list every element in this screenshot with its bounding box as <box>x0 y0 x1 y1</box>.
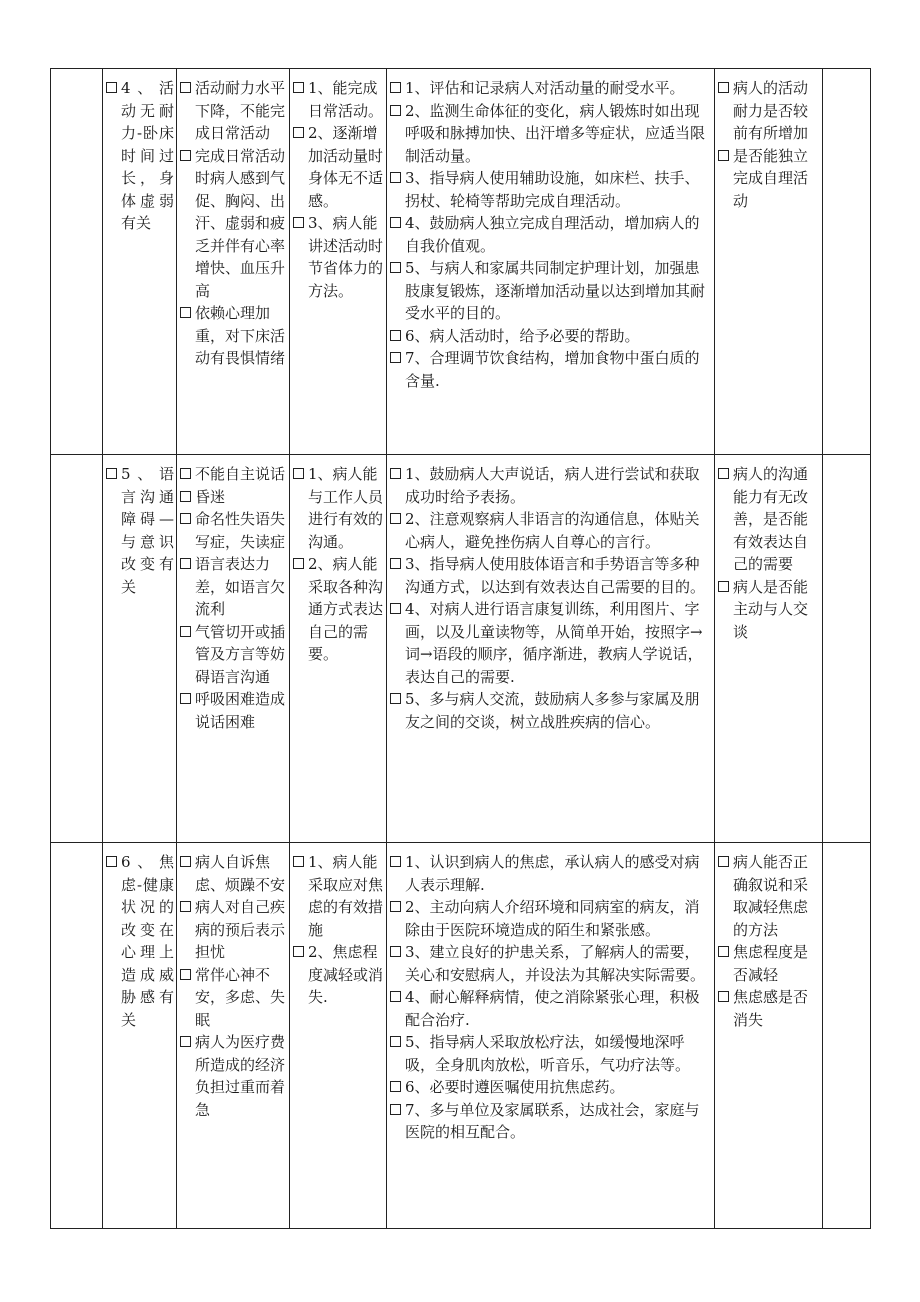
measures-item <box>389 1099 712 1144</box>
evaluation-item <box>717 77 820 145</box>
checkbox-icon <box>106 82 117 93</box>
blank-cell <box>823 69 871 455</box>
blank-cell <box>51 843 103 1229</box>
evidence-item <box>179 621 287 689</box>
table-row <box>51 455 871 843</box>
checkbox-icon <box>180 626 191 637</box>
measures-item <box>389 167 712 212</box>
checkbox-icon <box>390 991 401 1002</box>
measures-text: 5、多与病人交流，鼓励病人多参与家属及朋友之间的交谈，树立战胜疾病的信心。 <box>405 690 700 731</box>
evaluation-item <box>717 145 820 213</box>
measures-item <box>389 508 712 553</box>
goals-item <box>292 463 384 553</box>
evaluation-cell <box>715 843 823 1229</box>
measures-text: 7、合理调节饮食结构，增加食物中蛋白质的含量. <box>405 349 700 390</box>
measures-item <box>389 851 712 896</box>
evidence-item <box>179 302 287 370</box>
evidence-text: 昏迷 <box>195 487 226 506</box>
checkbox-icon <box>293 217 304 228</box>
checkbox-icon <box>390 946 401 957</box>
measures-text: 3、指导病人使用肢体语言和手势语言等多种沟通方式，以达到有效表达自己需要的目的。 <box>405 555 706 596</box>
measures-text: 4、耐心解释病情，使之消除紧张心理，积极配合治疗. <box>405 988 700 1029</box>
diagnosis-cell <box>103 843 177 1229</box>
evaluation-text: 焦虑程度是否减轻 <box>733 943 809 984</box>
goals-text: 2、焦虑程度减轻或消失. <box>308 943 384 1006</box>
goals-text: 1、病人能与工作人员进行有效的沟通。 <box>308 465 384 551</box>
diagnosis-item <box>105 463 174 598</box>
checkbox-icon <box>390 901 401 912</box>
evidence-item <box>179 851 287 896</box>
checkbox-icon <box>718 82 729 93</box>
checkbox-icon <box>293 558 304 569</box>
measures-text: 6、病人活动时，给予必要的帮助。 <box>405 326 640 345</box>
measures-text: 3、指导病人使用辅助设施，如床栏、扶手、拐杖、轮椅等帮助完成自理活动。 <box>405 169 700 210</box>
goals-item <box>292 77 384 122</box>
checkbox-icon <box>718 946 729 957</box>
evaluation-text: 病人是否能主动与人交谈 <box>733 577 809 641</box>
checkbox-icon <box>180 307 191 318</box>
evidence-cell <box>177 69 290 455</box>
evidence-cell <box>177 455 290 843</box>
measures-item <box>389 598 712 688</box>
checkbox-icon <box>390 172 401 183</box>
evidence-item <box>179 463 287 486</box>
evaluation-item <box>717 576 820 644</box>
measures-text: 2、监测生命体征的变化，病人锻炼时如出现呼吸和脉搏加快、出汗增多等症状，应适当限制活动量。 <box>405 101 706 165</box>
measures-text: 1、评估和记录病人对活动量的耐受水平。 <box>405 79 685 97</box>
checkbox-icon <box>180 468 191 479</box>
table-row <box>51 69 871 455</box>
measures-text: 5、与病人和家属共同制定护理计划，加强患肢康复锻炼，逐渐增加活动量以达到增加其耐受水平的目的。 <box>405 259 706 322</box>
checkbox-icon <box>180 491 191 502</box>
checkbox-icon <box>390 468 401 479</box>
evidence-item <box>179 964 287 1032</box>
goals-item <box>292 212 384 302</box>
measures-text: 4、鼓励病人独立完成自理活动，增加病人的自我价值观。 <box>405 214 700 255</box>
evidence-cell <box>177 843 290 1229</box>
goals-item <box>292 851 384 941</box>
measure-cell <box>387 843 715 1229</box>
checkbox-icon <box>390 856 401 867</box>
checkbox-icon <box>718 468 729 479</box>
goals-text: 1、病人能采取应对焦虑的有效措施 <box>308 853 384 939</box>
goals-text: 1、能完成日常活动。 <box>308 79 384 120</box>
checkbox-icon <box>390 1104 401 1115</box>
measures-item <box>389 257 712 325</box>
checkbox-icon <box>390 1036 401 1047</box>
evidence-text: 不能自主说话 <box>195 465 286 483</box>
evidence-item <box>179 688 287 733</box>
measures-item <box>389 77 712 100</box>
goals-item <box>292 553 384 666</box>
evidence-text: 语言表达力差，如语言欠流利 <box>195 555 286 618</box>
evidence-item <box>179 77 287 145</box>
checkbox-icon <box>180 856 191 867</box>
evidence-item <box>179 508 287 553</box>
blank-cell <box>823 455 871 843</box>
evidence-text: 病人自诉焦虑、烦躁不安 <box>195 853 286 894</box>
checkbox-icon <box>718 856 729 867</box>
evidence-text: 常伴心神不安，多虑、失眠 <box>195 965 286 1029</box>
checkbox-icon <box>106 468 117 479</box>
measures-text: 7、多与单位及家属联系，达成社会，家庭与医院的相互配合。 <box>405 1100 700 1141</box>
measures-text: 4、对病人进行语言康复训练，利用图片、字画，以及儿童读物等，从简单开始，按照字→词→语段的顺序，循序渐进，教病人学说话，表达自己的需要. <box>405 600 703 686</box>
checkbox-icon <box>390 82 401 93</box>
checkbox-icon <box>293 82 304 93</box>
measures-item <box>389 941 712 986</box>
goals-text: 3、病人能讲述活动时节省体力的方法。 <box>308 214 384 300</box>
evidence-item <box>179 1031 287 1121</box>
diagnosis-text: 6、焦虑-健康状况的改变在心理上造成威胁感有关 <box>121 853 174 1029</box>
checkbox-icon <box>180 82 191 93</box>
evidence-text: 活动耐力水平下降，不能完成日常活动 <box>195 79 286 142</box>
measures-text: 2、主动向病人介绍环境和同病室的病友，消除由于医院环境造成的陌生和紧张感。 <box>405 898 700 939</box>
checkbox-icon <box>180 969 191 980</box>
goal-cell <box>290 69 387 455</box>
checkbox-icon <box>718 991 729 1002</box>
checkbox-icon <box>180 901 191 912</box>
evidence-item <box>179 145 287 303</box>
goals-text: 2、病人能采取各种沟通方式表达自己的需要。 <box>308 555 384 663</box>
diagnosis-text: 4、活动无耐力-卧床时间过长，身体虚弱有关 <box>121 79 174 232</box>
checkbox-icon <box>390 603 401 614</box>
evidence-text: 命名性失语失写症，失读症 <box>195 510 286 551</box>
measures-item <box>389 325 712 348</box>
measures-item <box>389 1031 712 1076</box>
evaluation-cell <box>715 455 823 843</box>
measures-item <box>389 1076 712 1099</box>
evaluation-item <box>717 941 820 986</box>
measures-item <box>389 347 712 392</box>
goal-cell <box>290 843 387 1229</box>
checkbox-icon <box>390 105 401 116</box>
checkbox-icon <box>390 558 401 569</box>
evaluation-text: 是否能独立完成自理活动 <box>733 146 809 210</box>
checkbox-icon <box>293 468 304 479</box>
diagnosis-text: 5、语言沟通障碍—与意识改变有关 <box>121 465 174 596</box>
evidence-text: 完成日常活动时病人感到气促、胸闷、出汗、虚弱和疲乏并伴有心率增快、血压升高 <box>195 146 286 300</box>
nursing-plan-table <box>50 68 871 1229</box>
checkbox-icon <box>293 856 304 867</box>
measures-item <box>389 986 712 1031</box>
checkbox-icon <box>390 513 401 524</box>
evidence-text: 气管切开或插管及方言等妨碍语言沟通 <box>195 622 286 686</box>
measures-text: 1、鼓励病人大声说话，病人进行尝试和获取成功时给予表扬。 <box>405 465 700 506</box>
measures-text: 1、认识到病人的焦虑，承认病人的感受对病人表示理解. <box>405 853 700 894</box>
goal-cell <box>290 455 387 843</box>
blank-cell <box>51 455 103 843</box>
checkbox-icon <box>390 352 401 363</box>
checkbox-icon <box>390 330 401 341</box>
evaluation-cell <box>715 69 823 455</box>
evaluation-item <box>717 463 820 576</box>
diagnosis-cell <box>103 69 177 455</box>
measure-cell <box>387 455 715 843</box>
checkbox-icon <box>180 513 191 524</box>
measures-item <box>389 463 712 508</box>
evidence-text: 呼吸困难造成说话困难 <box>195 690 286 731</box>
diagnosis-item <box>105 77 174 235</box>
evidence-item <box>179 486 287 509</box>
diagnosis-cell <box>103 455 177 843</box>
checkbox-icon <box>293 946 304 957</box>
evidence-item <box>179 553 287 621</box>
checkbox-icon <box>180 150 191 161</box>
checkbox-icon <box>390 262 401 273</box>
measures-item <box>389 212 712 257</box>
checkbox-icon <box>106 856 117 867</box>
blank-cell <box>823 843 871 1229</box>
checkbox-icon <box>180 693 191 704</box>
measures-item <box>389 688 712 733</box>
measures-text: 3、建立良好的护患关系，了解病人的需要，关心和安慰病人，并设法为其解决实际需要。 <box>405 943 706 984</box>
goals-item <box>292 941 384 1009</box>
checkbox-icon <box>390 217 401 228</box>
evidence-text: 病人对自己疾病的预后表示担忧 <box>195 898 286 961</box>
evaluation-item <box>717 851 820 941</box>
checkbox-icon <box>390 1081 401 1092</box>
measures-item <box>389 553 712 598</box>
checkbox-icon <box>390 693 401 704</box>
measures-item <box>389 896 712 941</box>
measures-text: 2、注意观察病人非语言的沟通信息，体贴关心病人，避免挫伤病人自尊心的言行。 <box>405 510 700 551</box>
evaluation-item <box>717 986 820 1031</box>
goals-item <box>292 122 384 212</box>
evaluation-text: 病人的沟通能力有无改善，是否能有效表达自己的需要 <box>733 465 809 573</box>
checkbox-icon <box>293 127 304 138</box>
checkbox-icon <box>718 150 729 161</box>
goals-text: 2、逐渐增加活动量时身体无不适感。 <box>308 124 384 210</box>
evaluation-text: 病人的活动耐力是否较前有所增加 <box>733 79 809 142</box>
checkbox-icon <box>180 558 191 569</box>
diagnosis-item <box>105 851 174 1031</box>
table-row <box>51 843 871 1229</box>
measures-text: 5、指导病人采取放松疗法，如缓慢地深呼吸，全身肌肉放松，听音乐，气功疗法等。 <box>405 1033 691 1074</box>
evaluation-text: 病人能否正确叙说和采取减轻焦虑的方法 <box>733 853 809 939</box>
blank-cell <box>51 69 103 455</box>
measures-item <box>389 100 712 168</box>
measures-text: 6、必要时遵医嘱使用抗焦虑药。 <box>405 1078 625 1096</box>
evidence-text: 依赖心理加重，对下床活动有畏惧情绪 <box>195 304 286 367</box>
measure-cell <box>387 69 715 455</box>
checkbox-icon <box>180 1036 191 1047</box>
evidence-item <box>179 896 287 964</box>
checkbox-icon <box>718 581 729 592</box>
evaluation-text: 焦虑感是否消失 <box>733 988 809 1029</box>
evidence-text: 病人为医疗费所造成的经济负担过重而着急 <box>195 1033 286 1119</box>
